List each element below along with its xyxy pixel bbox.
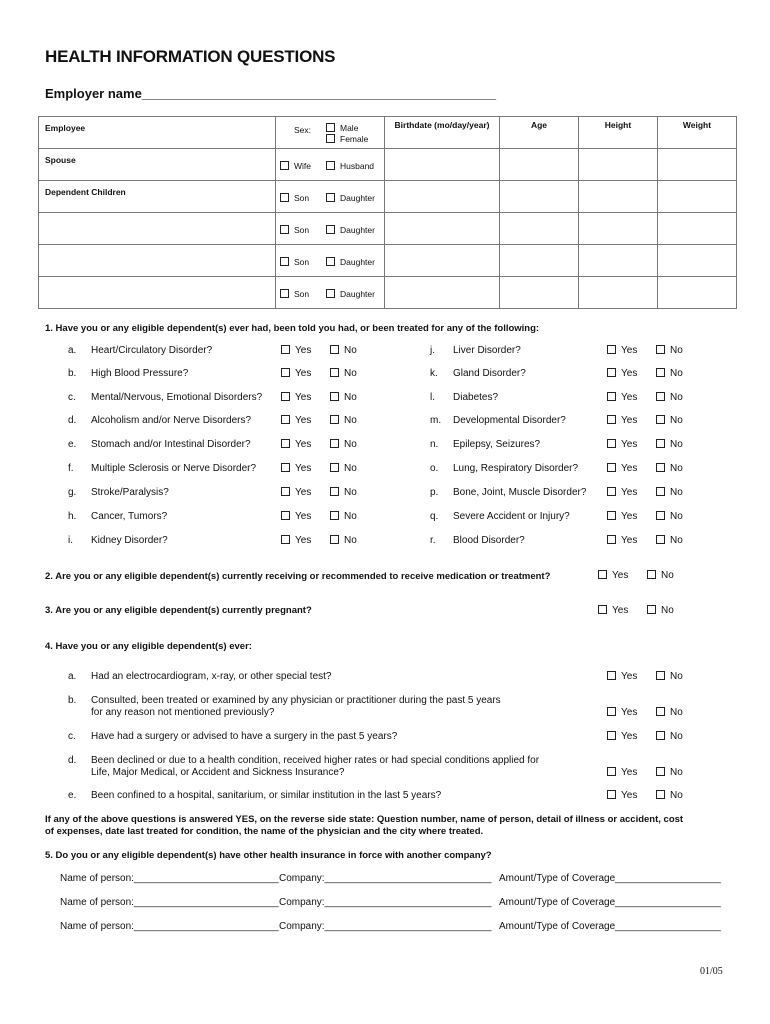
- q1-left-1-no-option[interactable]: [330, 368, 357, 379]
- height-header: Height: [579, 117, 658, 149]
- q1-item-text: Heart/Circulatory Disorder?: [91, 345, 213, 356]
- instructions-note-line1: If any of the above questions is answered YES, on the reverse side state: Question number, name of person, detail of illness or accident, cost: [45, 814, 684, 825]
- q4-3-no-option[interactable]: [656, 767, 683, 778]
- yes-label: Yes: [295, 487, 312, 498]
- daughter-checkbox[interactable]: [326, 225, 335, 234]
- q4-item-letter: d.: [68, 755, 77, 766]
- form-title: HEALTH INFORMATION QUESTIONS: [45, 47, 336, 66]
- yes-checkbox[interactable]: [607, 368, 616, 377]
- spouse-birthdate-cell[interactable]: [385, 149, 500, 181]
- daughter-option[interactable]: Daughter: [326, 225, 375, 235]
- no-label: No: [344, 487, 357, 498]
- no-label: No: [344, 535, 357, 546]
- son-option[interactable]: Son: [280, 289, 309, 299]
- yes-checkbox[interactable]: [281, 415, 290, 424]
- yes-checkbox[interactable]: [607, 345, 616, 354]
- q1-left-2-no-option[interactable]: [330, 392, 357, 403]
- daughter-option[interactable]: Daughter: [326, 257, 375, 267]
- no-checkbox[interactable]: [656, 535, 665, 544]
- form-revision-code: 01/05: [700, 966, 723, 977]
- q1-item-letter: d.: [68, 415, 77, 426]
- question-3: 3. Are you or any eligible dependent(s) currently pregnant?: [45, 605, 312, 616]
- q1-item-letter: b.: [68, 368, 77, 379]
- yes-checkbox[interactable]: [607, 790, 616, 799]
- dependent-children-label: Dependent Children: [45, 187, 126, 197]
- yes-checkbox[interactable]: [281, 368, 290, 377]
- son-checkbox[interactable]: [280, 193, 289, 202]
- age-header: Age: [500, 117, 579, 149]
- no-label: No: [670, 463, 683, 474]
- no-checkbox[interactable]: [330, 368, 339, 377]
- q1-item-text: Alcoholism and/or Nerve Disorders?: [91, 415, 252, 426]
- yes-label: Yes: [295, 368, 312, 379]
- no-checkbox[interactable]: [330, 511, 339, 520]
- q1-item-letter: k.: [430, 368, 438, 379]
- question-4: 4. Have you or any eligible dependent(s) ever:: [45, 641, 252, 652]
- q1-left-5-yes-option[interactable]: [281, 463, 311, 474]
- son-option[interactable]: Son: [280, 257, 309, 267]
- no-label: No: [670, 511, 683, 522]
- no-label: No: [670, 671, 683, 682]
- spouse-age-cell[interactable]: [500, 149, 579, 181]
- name-of-person-field[interactable]: Name of person:__________________________: [60, 873, 279, 884]
- no-checkbox[interactable]: [656, 731, 665, 740]
- no-checkbox[interactable]: [647, 605, 656, 614]
- yes-label: Yes: [621, 707, 638, 718]
- q1-item-letter: j.: [430, 345, 435, 356]
- no-checkbox[interactable]: [656, 368, 665, 377]
- yes-checkbox[interactable]: [607, 415, 616, 424]
- q1-right-0-no-option[interactable]: [656, 345, 683, 356]
- no-label: No: [670, 535, 683, 546]
- q1-item-letter: h.: [68, 511, 77, 522]
- q1-item-text: Blood Disorder?: [453, 535, 525, 546]
- yes-checkbox[interactable]: [281, 345, 290, 354]
- q1-left-7-no-option[interactable]: [330, 511, 357, 522]
- q1-item-text: Stomach and/or Intestinal Disorder?: [91, 439, 251, 450]
- child-name-cell[interactable]: [39, 181, 276, 213]
- q1-left-4-yes-option[interactable]: [281, 439, 311, 450]
- family-info-table: [38, 116, 737, 309]
- no-label: No: [670, 790, 683, 801]
- no-label: No: [344, 368, 357, 379]
- spouse-weight-cell[interactable]: [658, 149, 737, 181]
- q1-right-4-no-option[interactable]: [656, 439, 683, 450]
- son-option[interactable]: Son: [280, 225, 309, 235]
- q1-right-8-yes-option[interactable]: [607, 535, 637, 546]
- no-checkbox[interactable]: [330, 535, 339, 544]
- child-sex-cell: [276, 213, 385, 245]
- yes-label: Yes: [295, 535, 312, 546]
- yes-label: Yes: [621, 535, 638, 546]
- q4-item-line1: Have had a surgery or advised to have a surgery in the past 5 years?: [91, 731, 398, 742]
- yes-label: Yes: [295, 463, 312, 474]
- daughter-checkbox[interactable]: [326, 193, 335, 202]
- yes-checkbox[interactable]: [281, 439, 290, 448]
- child-weight-cell[interactable]: [658, 181, 737, 213]
- yes-label: Yes: [621, 345, 638, 356]
- no-label: No: [344, 463, 357, 474]
- q1-right-3-yes-option[interactable]: [607, 415, 637, 426]
- child-height-cell[interactable]: [579, 245, 658, 277]
- q1-right-2-yes-option[interactable]: [607, 392, 637, 403]
- husband-option[interactable]: Husband: [326, 161, 374, 171]
- q1-left-3-yes-option[interactable]: [281, 415, 311, 426]
- instructions-note-line2: of expenses, date last treated for condition, the name of the physician and the city where treated.: [45, 826, 484, 837]
- q4-4-no-option[interactable]: [656, 790, 683, 801]
- q1-item-letter: i.: [68, 535, 73, 546]
- coverage-field[interactable]: Amount/Type of Coverage___________________: [499, 921, 721, 932]
- q1-right-5-no-option[interactable]: [656, 463, 683, 474]
- q1-right-0-yes-option[interactable]: [607, 345, 637, 356]
- no-label: No: [670, 487, 683, 498]
- q1-left-3-no-option[interactable]: [330, 415, 357, 426]
- company-field[interactable]: Company:______________________________: [279, 897, 492, 908]
- no-label: No: [670, 767, 683, 778]
- daughter-option[interactable]: Daughter: [326, 289, 375, 299]
- question-1: 1. Have you or any eligible dependent(s) ever had, been told you had, or been treated for any of the following:: [45, 323, 540, 334]
- no-checkbox[interactable]: [656, 511, 665, 520]
- q1-right-6-no-option[interactable]: [656, 487, 683, 498]
- wife-checkbox[interactable]: [280, 161, 289, 170]
- yes-checkbox[interactable]: [281, 463, 290, 472]
- q1-item-text: Mental/Nervous, Emotional Disorders?: [91, 392, 263, 403]
- q4-item-line2: for any reason not mentioned previously?: [91, 707, 275, 718]
- q2-yes-option[interactable]: Yes: [598, 570, 628, 581]
- no-checkbox[interactable]: [330, 345, 339, 354]
- child-name-cell[interactable]: [39, 277, 276, 309]
- q1-item-letter: r.: [430, 535, 436, 546]
- q1-item-letter: g.: [68, 487, 77, 498]
- child-sex-cell: [276, 277, 385, 309]
- q1-item-text: Gland Disorder?: [453, 368, 526, 379]
- q4-item-letter: c.: [68, 731, 76, 742]
- no-checkbox[interactable]: [656, 463, 665, 472]
- q1-item-text: Severe Accident or Injury?: [453, 511, 570, 522]
- daughter-checkbox[interactable]: [326, 257, 335, 266]
- child-birthdate-cell[interactable]: [385, 245, 500, 277]
- no-label: No: [670, 731, 683, 742]
- yes-checkbox[interactable]: [607, 392, 616, 401]
- q4-1-yes-option[interactable]: [607, 707, 637, 718]
- q1-left-8-no-option[interactable]: [330, 535, 357, 546]
- yes-checkbox[interactable]: [281, 392, 290, 401]
- no-checkbox[interactable]: [330, 487, 339, 496]
- q1-item-text: Epilepsy, Seizures?: [453, 439, 541, 450]
- q1-item-text: Cancer, Tumors?: [91, 511, 168, 522]
- q1-item-text: Stroke/Paralysis?: [91, 487, 169, 498]
- q2-no-option[interactable]: No: [647, 570, 674, 581]
- child-birthdate-cell[interactable]: [385, 181, 500, 213]
- yes-checkbox[interactable]: [598, 570, 607, 579]
- yes-checkbox[interactable]: [607, 463, 616, 472]
- q4-3-yes-option[interactable]: [607, 767, 637, 778]
- q4-item-line1: Been declined or due to a health condition, received higher rates or had special conditions applied for: [91, 755, 540, 766]
- no-label: No: [670, 368, 683, 379]
- q1-item-letter: p.: [430, 487, 439, 498]
- no-checkbox[interactable]: [656, 392, 665, 401]
- child-name-cell[interactable]: [39, 245, 276, 277]
- yes-label: Yes: [295, 439, 312, 450]
- q1-item-text: Liver Disorder?: [453, 345, 521, 356]
- no-label: No: [344, 415, 357, 426]
- no-label: No: [344, 392, 357, 403]
- no-checkbox[interactable]: [330, 415, 339, 424]
- company-field[interactable]: Company:______________________________: [279, 873, 492, 884]
- yes-label: Yes: [295, 415, 312, 426]
- yes-label: Yes: [621, 463, 638, 474]
- q1-item-text: Diabetes?: [453, 392, 499, 403]
- yes-label: Yes: [621, 415, 638, 426]
- name-of-person-field[interactable]: Name of person:__________________________: [60, 921, 279, 932]
- q1-right-7-yes-option[interactable]: [607, 511, 637, 522]
- child-height-cell[interactable]: [579, 213, 658, 245]
- q1-left-0-no-option[interactable]: [330, 345, 357, 356]
- q4-2-no-option[interactable]: [656, 731, 683, 742]
- no-checkbox[interactable]: [656, 671, 665, 680]
- husband-checkbox[interactable]: [326, 161, 335, 170]
- birthdate-header: Birthdate (mo/day/year): [385, 117, 500, 149]
- q1-right-1-yes-option[interactable]: [607, 368, 637, 379]
- child-height-cell[interactable]: [579, 277, 658, 309]
- yes-label: Yes: [621, 511, 638, 522]
- yes-label: Yes: [295, 511, 312, 522]
- q1-item-letter: c.: [68, 392, 76, 403]
- q4-2-yes-option[interactable]: [607, 731, 637, 742]
- son-option[interactable]: Son: [280, 193, 309, 203]
- spouse-height-cell[interactable]: [579, 149, 658, 181]
- q1-item-letter: n.: [430, 439, 439, 450]
- son-checkbox[interactable]: [280, 225, 289, 234]
- name-of-person-field[interactable]: Name of person:__________________________: [60, 897, 279, 908]
- q1-right-3-no-option[interactable]: [656, 415, 683, 426]
- yes-label: Yes: [621, 487, 638, 498]
- yes-checkbox[interactable]: [598, 605, 607, 614]
- no-checkbox[interactable]: [656, 487, 665, 496]
- child-age-cell[interactable]: [500, 277, 579, 309]
- q4-1-no-option[interactable]: [656, 707, 683, 718]
- no-label: No: [670, 439, 683, 450]
- q1-left-2-yes-option[interactable]: [281, 392, 311, 403]
- child-age-cell[interactable]: [500, 181, 579, 213]
- employee-label: Employee: [45, 123, 86, 133]
- yes-label: Yes: [621, 392, 638, 403]
- yes-checkbox[interactable]: [607, 731, 616, 740]
- q1-right-7-no-option[interactable]: [656, 511, 683, 522]
- q1-item-text: Kidney Disorder?: [91, 535, 168, 546]
- q4-item-line1: Been confined to a hospital, sanitarium, or similar institution in the last 5 years?: [91, 790, 442, 801]
- child-weight-cell[interactable]: [658, 277, 737, 309]
- child-name-cell[interactable]: [39, 213, 276, 245]
- child-birthdate-cell[interactable]: [385, 277, 500, 309]
- no-label: No: [670, 345, 683, 356]
- female-checkbox[interactable]: [326, 134, 335, 143]
- son-checkbox[interactable]: [280, 257, 289, 266]
- spouse-label: Spouse: [45, 155, 76, 165]
- q1-item-text: Multiple Sclerosis or Nerve Disorder?: [91, 463, 257, 474]
- q1-item-text: High Blood Pressure?: [91, 368, 189, 379]
- daughter-checkbox[interactable]: [326, 289, 335, 298]
- q3-no-option[interactable]: No: [647, 605, 674, 616]
- q4-4-yes-option[interactable]: [607, 790, 637, 801]
- question-5: 5. Do you or any eligible dependent(s) have other health insurance in force with another company?: [45, 850, 492, 861]
- q1-right-4-yes-option[interactable]: [607, 439, 637, 450]
- daughter-option[interactable]: Daughter: [326, 193, 375, 203]
- no-checkbox[interactable]: [647, 570, 656, 579]
- no-checkbox[interactable]: [656, 707, 665, 716]
- no-checkbox[interactable]: [656, 439, 665, 448]
- sex-label: Sex:: [294, 125, 312, 135]
- child-weight-cell[interactable]: [658, 245, 737, 277]
- yes-checkbox[interactable]: [607, 671, 616, 680]
- q1-item-letter: q.: [430, 511, 439, 522]
- q1-item-letter: f.: [68, 463, 74, 474]
- yes-label: Yes: [621, 368, 638, 379]
- q1-left-7-yes-option[interactable]: [281, 511, 311, 522]
- child-birthdate-cell[interactable]: [385, 213, 500, 245]
- q1-item-letter: o.: [430, 463, 439, 474]
- q4-0-no-option[interactable]: [656, 671, 683, 682]
- q1-item-letter: a.: [68, 345, 77, 356]
- q4-item-line1: Had an electrocardiogram, x-ray, or other special test?: [91, 671, 332, 682]
- q1-item-text: Developmental Disorder?: [453, 415, 566, 426]
- employee-name-cell[interactable]: [39, 117, 276, 149]
- company-field[interactable]: Company:______________________________: [279, 921, 492, 932]
- child-sex-cell: [276, 181, 385, 213]
- no-label: No: [670, 415, 683, 426]
- q4-item-line2: Life, Major Medical, or Accident and Sickness Insurance?: [91, 767, 345, 778]
- q4-0-yes-option[interactable]: [607, 671, 637, 682]
- q1-item-letter: l.: [430, 392, 435, 403]
- child-age-cell[interactable]: [500, 245, 579, 277]
- female-option[interactable]: Female: [326, 134, 368, 144]
- yes-label: Yes: [621, 731, 638, 742]
- yes-checkbox[interactable]: [607, 487, 616, 496]
- no-checkbox[interactable]: [330, 463, 339, 472]
- no-checkbox[interactable]: [330, 439, 339, 448]
- yes-checkbox[interactable]: [607, 439, 616, 448]
- wife-option[interactable]: Wife: [280, 161, 311, 171]
- q1-left-6-no-option[interactable]: [330, 487, 357, 498]
- no-label: No: [670, 392, 683, 403]
- child-weight-cell[interactable]: [658, 213, 737, 245]
- question-2: 2. Are you or any eligible dependent(s) currently receiving or recommended to receive medication or treatment?: [45, 571, 551, 582]
- no-checkbox[interactable]: [330, 392, 339, 401]
- q4-item-letter: b.: [68, 695, 77, 706]
- yes-label: Yes: [621, 439, 638, 450]
- q4-item-letter: a.: [68, 671, 77, 682]
- q3-yes-option[interactable]: Yes: [598, 605, 628, 616]
- q1-right-1-no-option[interactable]: [656, 368, 683, 379]
- q1-left-0-yes-option[interactable]: [281, 345, 311, 356]
- q1-item-text: Lung, Respiratory Disorder?: [453, 463, 579, 474]
- q1-right-6-yes-option[interactable]: [607, 487, 637, 498]
- q4-item-line1: Consulted, been treated or examined by any physician or practitioner during the past 5 years: [91, 695, 501, 706]
- q1-right-8-no-option[interactable]: [656, 535, 683, 546]
- no-checkbox[interactable]: [656, 790, 665, 799]
- yes-checkbox[interactable]: [281, 535, 290, 544]
- child-age-cell[interactable]: [500, 213, 579, 245]
- q1-right-2-no-option[interactable]: [656, 392, 683, 403]
- yes-label: Yes: [621, 671, 638, 682]
- no-label: No: [344, 439, 357, 450]
- employee-sex-cell: [276, 117, 385, 149]
- q1-left-6-yes-option[interactable]: [281, 487, 311, 498]
- yes-checkbox[interactable]: [607, 767, 616, 776]
- weight-header: Weight: [658, 117, 737, 149]
- yes-label: Yes: [295, 345, 312, 356]
- q1-item-text: Bone, Joint, Muscle Disorder?: [453, 487, 587, 498]
- q1-left-5-no-option[interactable]: [330, 463, 357, 474]
- male-checkbox[interactable]: [326, 123, 335, 132]
- no-label: No: [344, 345, 357, 356]
- son-checkbox[interactable]: [280, 289, 289, 298]
- yes-checkbox[interactable]: [281, 511, 290, 520]
- q1-left-8-yes-option[interactable]: [281, 535, 311, 546]
- spouse-sex-cell: [276, 149, 385, 181]
- q4-item-letter: e.: [68, 790, 77, 801]
- yes-label: Yes: [621, 767, 638, 778]
- yes-checkbox[interactable]: [607, 707, 616, 716]
- no-checkbox[interactable]: [656, 767, 665, 776]
- spouse-name-cell[interactable]: [39, 149, 276, 181]
- no-label: No: [344, 511, 357, 522]
- child-height-cell[interactable]: [579, 181, 658, 213]
- no-checkbox[interactable]: [656, 415, 665, 424]
- yes-label: Yes: [295, 392, 312, 403]
- q1-left-4-no-option[interactable]: [330, 439, 357, 450]
- no-label: No: [670, 707, 683, 718]
- employer-name-field[interactable]: Employer name_________________________________________________: [45, 86, 497, 101]
- no-checkbox[interactable]: [656, 345, 665, 354]
- yes-checkbox[interactable]: [607, 535, 616, 544]
- male-option[interactable]: Male: [326, 123, 358, 133]
- yes-checkbox[interactable]: [281, 487, 290, 496]
- yes-label: Yes: [621, 790, 638, 801]
- q1-left-1-yes-option[interactable]: [281, 368, 311, 379]
- q1-right-5-yes-option[interactable]: [607, 463, 637, 474]
- coverage-field[interactable]: Amount/Type of Coverage___________________: [499, 873, 721, 884]
- coverage-field[interactable]: Amount/Type of Coverage___________________: [499, 897, 721, 908]
- q1-item-letter: e.: [68, 439, 77, 450]
- child-sex-cell: [276, 245, 385, 277]
- q1-item-letter: m.: [430, 415, 442, 426]
- yes-checkbox[interactable]: [607, 511, 616, 520]
